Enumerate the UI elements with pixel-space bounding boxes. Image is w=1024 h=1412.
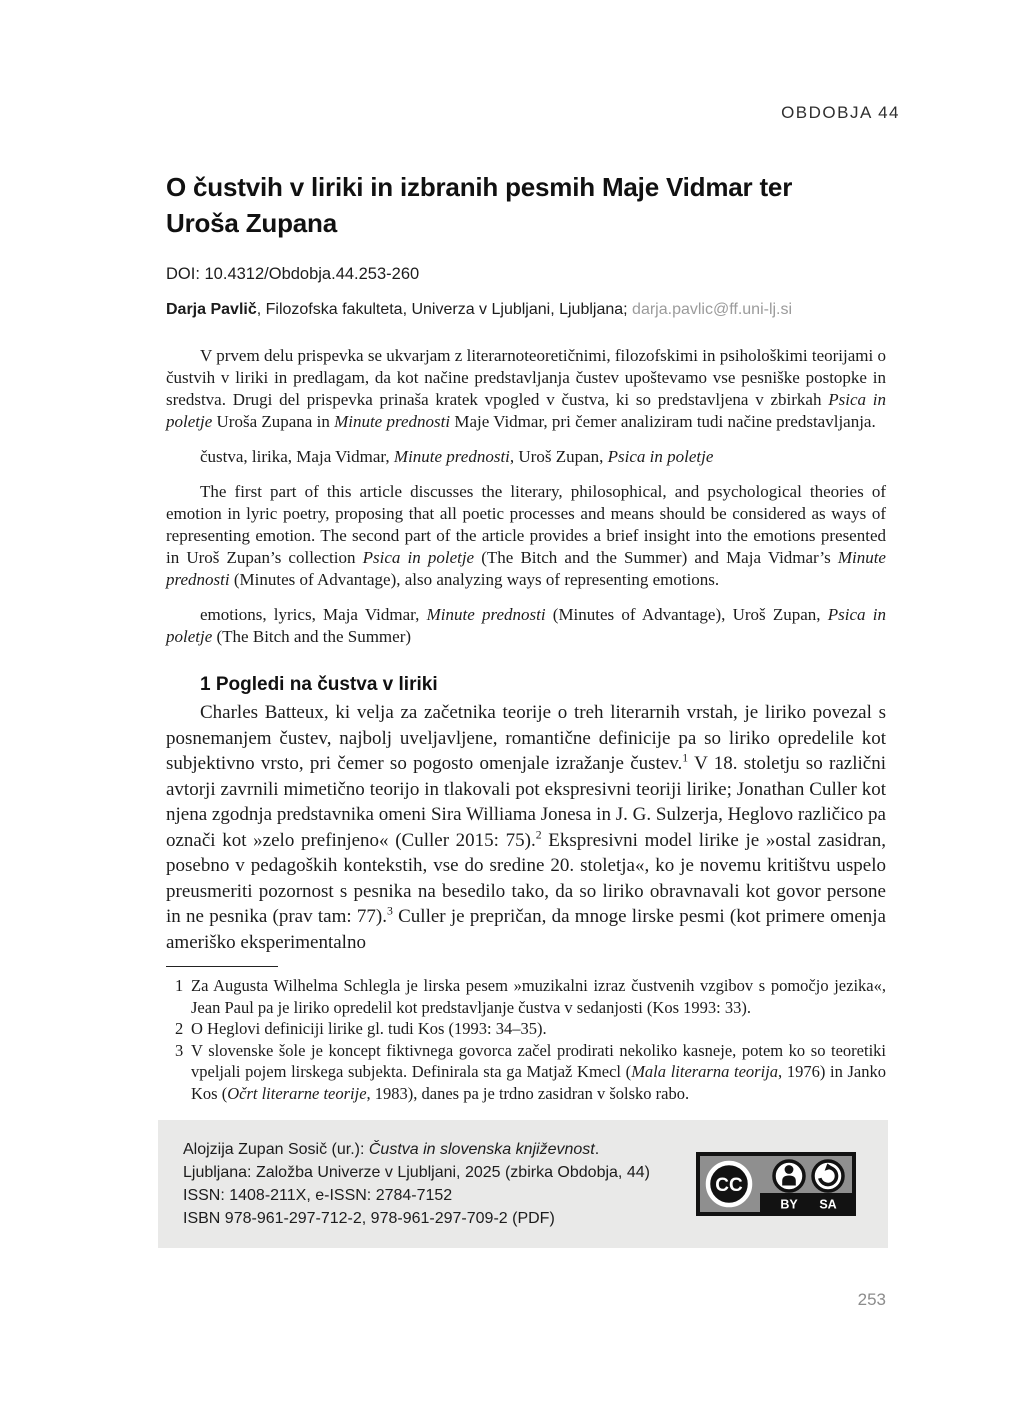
- running-head: OBDOBJA 44: [781, 103, 900, 122]
- footnote-1: [166, 975, 886, 1018]
- footnote-2: [166, 1018, 886, 1040]
- sa-label: SA: [819, 1197, 837, 1212]
- doi-line: DOI: 10.4312/Obdobja.44.253-260: [166, 265, 420, 283]
- publication-info-box: [158, 1120, 888, 1248]
- footnote-text: O Heglovi definiciji lirike gl. tudi Kos (1993: 34–35).: [191, 1019, 547, 1039]
- footnote-3: [166, 1040, 886, 1105]
- article-title: [166, 169, 886, 241]
- footnotes: [166, 975, 886, 1105]
- abstract-slovenian: V prvem delu prispevka se ukvarjam z literarnoteoretičnimi, filozofskimi in psihološkimi teorijami o čustvih v liriki in predlagam, da kot načine predstavljanja čustev upoštevamo vse pesniške postopke in sredstva. Drugi del prispevka prinaša kratek vpogled v čustva, ki so predstavljena v zbirkah Psica in poletje Uroša Zupana in Minute prednosti Maje Vidmar, pri čemer analiziram tudi načine predstavljanja.: [166, 346, 886, 431]
- footnote-number: 1: [175, 976, 184, 995]
- footnote-text: Za Augusta Wilhelma Schlegla je lirska pesem »muzikalni izraz čustvenih vzgibov s pomočjo jezika«, Jean Paul pa je liriko opredelil kot predstavljanje čustva v sedanjosti (Kos 1993: 33).: [191, 976, 886, 1017]
- svg-text:CC: CC: [715, 1174, 743, 1196]
- keywords-slovenian: čustva, lirika, Maja Vidmar, Minute prednosti, Uroš Zupan, Psica in poletje: [200, 447, 714, 466]
- keywords-english: emotions, lyrics, Maja Vidmar, Minute prednosti (Minutes of Advantage), Uroš Zupan, Psica in poletje (The Bitch and the Summer): [166, 605, 886, 646]
- publication-editor-line: Alojzija Zupan Sosič (ur.): Čustva in slovenska književnost.: [183, 1140, 600, 1158]
- article-title-line1: O čustvih v liriki in izbranih pesmih Maje Vidmar ter: [166, 172, 793, 202]
- body-paragraph: Charles Batteux, ki velja za začetnika teorije o treh literarnih vrstah, je liriko povezal s posnemanjem čustev, najbolj uveljavljene, romantične definicije pa so liriko opredelile kot subjektivno vrsto, pri čemer so pogosto omenjale izražanje čustev.$^1$ V 18. stoletju so različni avtorji zavrnili mimetično teorijo in tlakovali pot ekspresivni teoriji lirike; Jonathan Culler kot njena zgodnja predstavnika omeni Sira Williama Jonesa in J. G. Sulzerja, Heglovo različico pa označi kot »zelo prefinjeno« (Culler 2015: 75).$^2$ Ekspresivni model lirike je »ostal zasidran, posebno v pedagoških kontekstih, vse do sredine 20. stoletja«, ko je novemu kritištvu uspelo preusmeriti pozornost s pesnika na besedilo tako, da so liriko obravnavali kot govor persone in ne pesnika (prav tam: 77).$^3$ Culler je prepričan, da mnoge lirske pesmi (kot primere omenja ameriško eksperimentalno: [166, 702, 887, 953]
- publication-issn-line: ISSN: 1408-211X, e-ISSN: 2784-7152: [183, 1186, 453, 1204]
- publication-lines: [183, 1138, 650, 1230]
- abstract-english: The first part of this article discusses the literary, philosophical, and psychological theories of emotion in lyric poetry, proposing that all poetic processes and means should be considered as ways of representing emotion. The second part of the article provides a brief insight into the emotions presented in Uroš Zupan’s collection Psica in poletje (The Bitch and the Summer) and Maja Vidmar’s Minute prednosti (Minutes of Advantage), also analyzing ways of representing emotions.: [166, 482, 886, 589]
- sa-share-alike-icon: [813, 1161, 843, 1191]
- publication-publisher-line: Ljubljana: Založba Univerze v Ljubljani, 2025 (zbirka Obdobja, 44): [183, 1163, 650, 1181]
- footnote-number: 2: [175, 1019, 184, 1039]
- page-number: 253: [857, 1289, 886, 1309]
- badge-label-strip: [760, 1193, 852, 1212]
- by-label: BY: [780, 1197, 798, 1212]
- publication-isbn-line: ISBN 978-961-297-712-2, 978-961-297-709-2 (PDF): [183, 1209, 555, 1227]
- cc-icon: [708, 1163, 750, 1205]
- cc-by-sa-license-badge[interactable]: [696, 1152, 856, 1216]
- footnote-separator: [166, 966, 278, 967]
- footnote-text: V slovenske šole je koncept fiktivnega govorca začel prodirati nekoliko kasneje, potem ko so teoretiki vpeljali pojem lirskega subjekta. Definirala sta ga Matjaž Kmecl (Mala literarna teorija, 1976) in Janko Kos (Očrt literarne teorije, 1983), danes pa je trdno zasidran v šolsko rabo.: [191, 1040, 886, 1103]
- author-line[interactable]: Darja Pavlič, Filozofska fakulteta, Univerza v Ljubljani, Ljubljana; darja.pavlic@ff.uni-lj.si: [166, 301, 793, 318]
- article-title-line2: Uroša Zupana: [166, 208, 337, 238]
- section-heading: 1 Pogledi na čustva v liriki: [200, 674, 438, 695]
- by-person-icon: [774, 1161, 804, 1191]
- footnote-number: 3: [175, 1040, 184, 1060]
